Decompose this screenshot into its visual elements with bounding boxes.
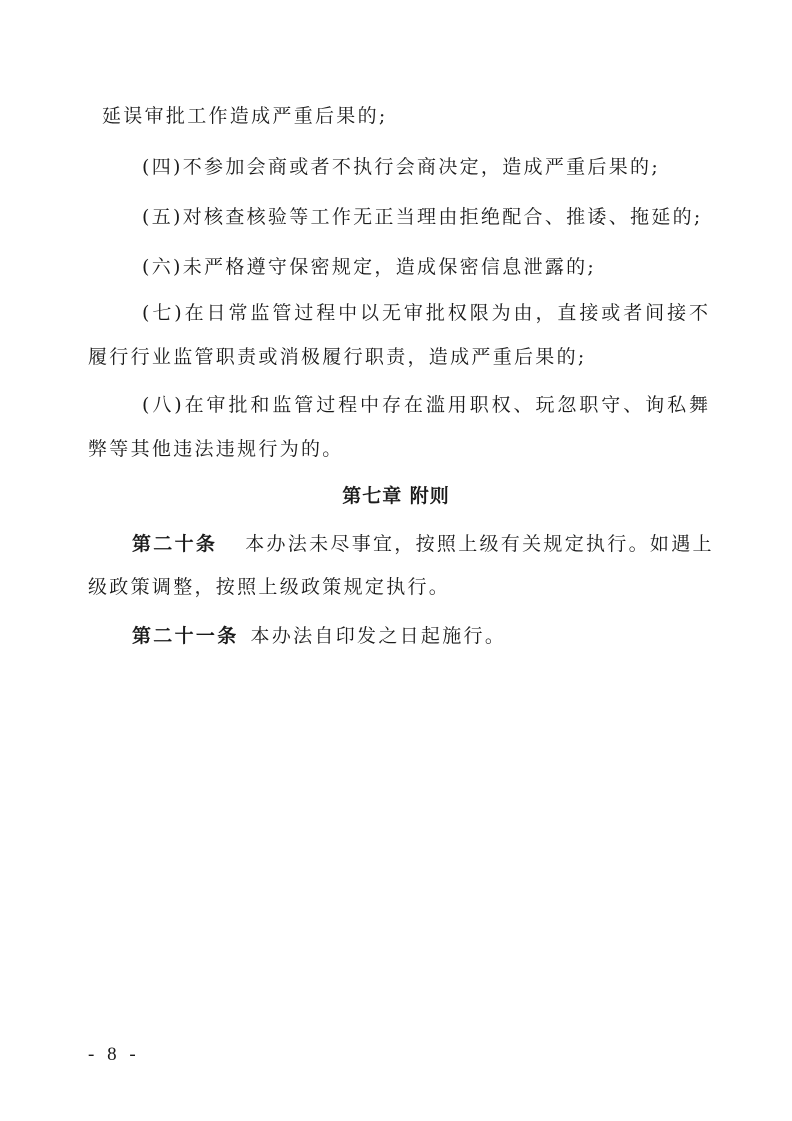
article-20-line-2: 级政策调整，按照上级政策规定执行。 xyxy=(88,576,451,598)
list-item-7-line-2: 履行行业监管职责或消极履行职责，造成严重后果的; xyxy=(88,346,587,368)
article-20-text: 本办法未尽事宜，按照上级有关规定执行。如遇上 xyxy=(245,533,714,555)
list-item-5: (五)对核查核验等工作无正当理由拒绝配合、推诿、拖延的; xyxy=(142,206,703,228)
list-item-4: (四)不参加会商或者不执行会商决定，造成严重后果的; xyxy=(142,156,661,178)
article-21-label: 第二十一条 xyxy=(132,625,239,647)
article-20-line-1 xyxy=(132,532,714,556)
article-21-text: 本办法自印发之日起施行。 xyxy=(250,625,507,647)
chapter-heading: 第七章 附则 xyxy=(342,485,450,507)
page-number: - 8 - xyxy=(88,1044,140,1065)
article-21-line-1 xyxy=(132,624,506,648)
article-20-label: 第二十条 xyxy=(132,533,218,555)
list-item-8-line-2: 弊等其他违法违规行为的。 xyxy=(88,438,344,460)
list-item-6: (六)未严格遵守保密规定，造成保密信息泄露的; xyxy=(142,256,597,278)
list-item-7-line-1: (七)在日常监管过程中以无审批权限为由，直接或者间接不 xyxy=(142,302,708,324)
list-item-8-line-1: (八)在审批和监管过程中存在滥用职权、玩忽职守、询私舞 xyxy=(142,394,708,416)
paragraph-line: 延误审批工作造成严重后果的; xyxy=(102,105,388,127)
